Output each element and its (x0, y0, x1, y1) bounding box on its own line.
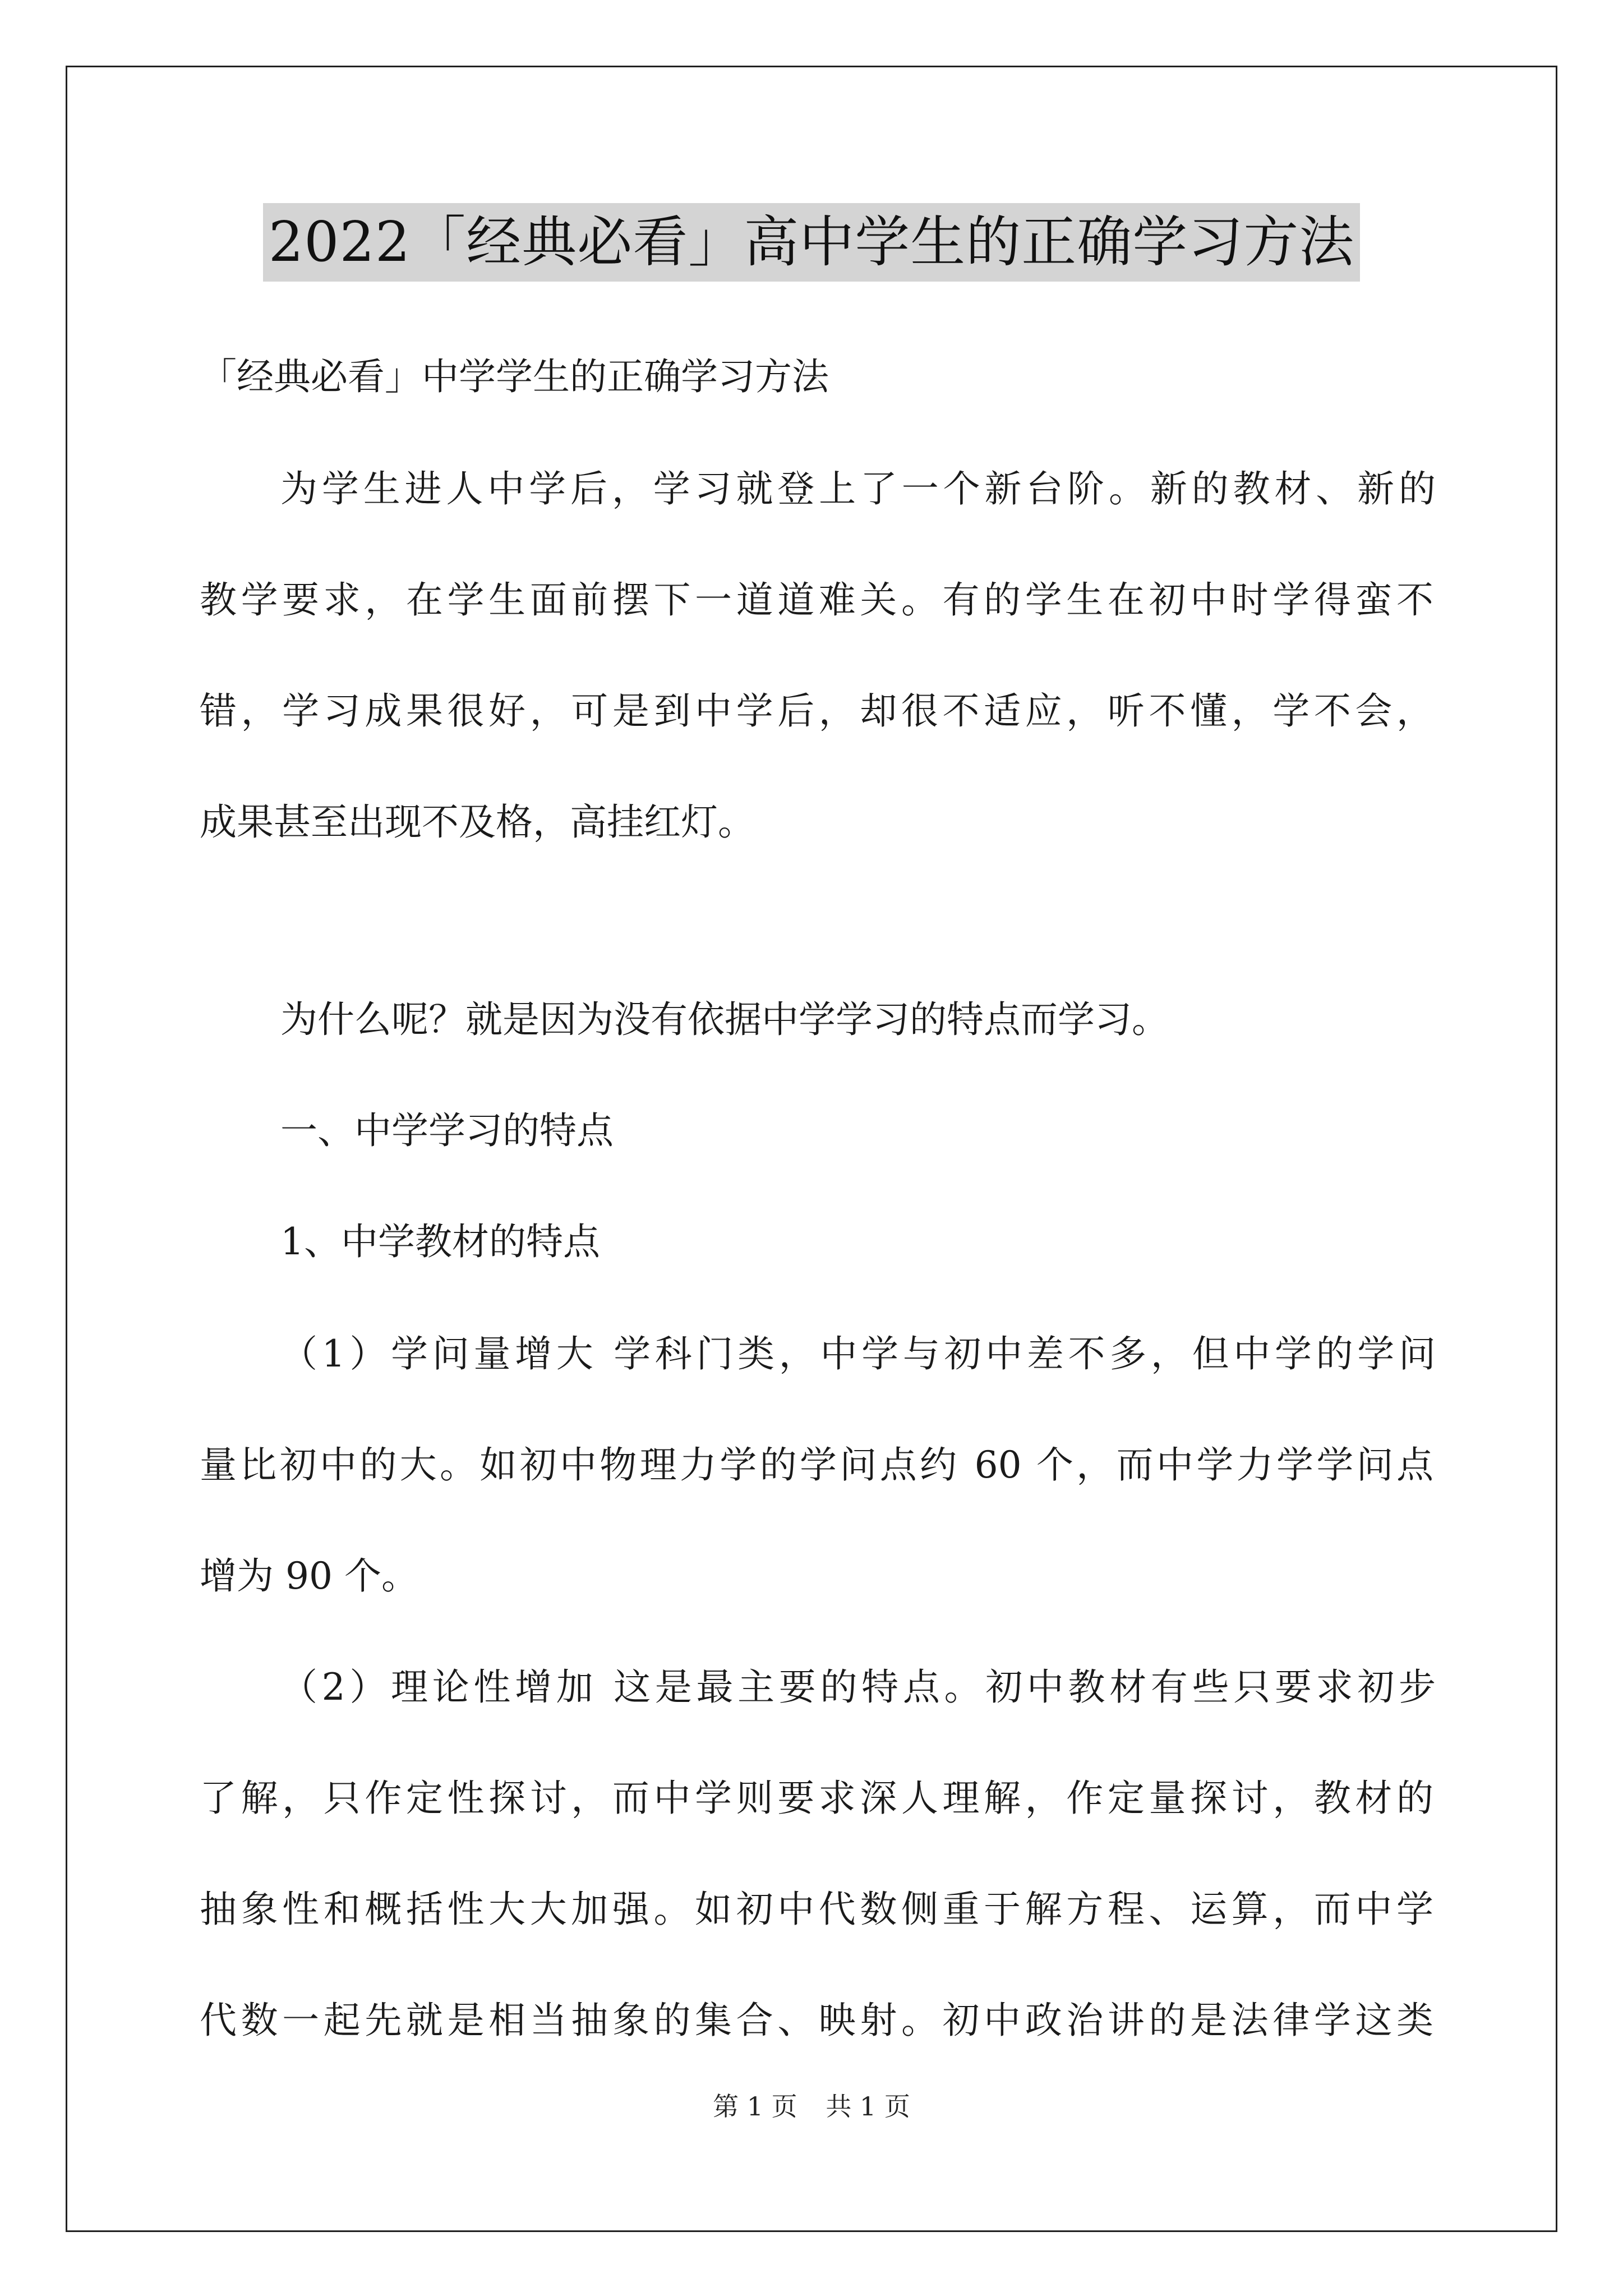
paragraph-line: 教学要求，在学生面前摆下一道道难关。有的学生在初中时学得蛮不 (200, 578, 1433, 622)
document-title-wrapper (0, 203, 1623, 282)
paragraph-line: 错，学习成果很好，可是到中学后，却很不适应，听不懂，学不会， (200, 689, 1433, 733)
paragraph-line: 代数一起先就是相当抽象的集合、映射。初中政治讲的是法律学这类 (200, 1999, 1433, 2042)
paragraph-line: （1）学问量增大 学科门类，中学与初中差不多，但中学的学问 (280, 1332, 1436, 1375)
paragraph-line: 为学生进人中学后，学习就登上了一个新台阶。新的教材、新的 (280, 467, 1436, 510)
document-title: 2022「经典必看」高中学生的正确学习方法 (263, 203, 1360, 282)
page-total: 共 1 页 (826, 2091, 910, 2122)
page-number: 第 1 页 (713, 2091, 797, 2122)
page-footer (0, 2087, 1623, 2126)
paragraph-line: 成果甚至出现不及格，高挂红灯。 (200, 800, 755, 844)
paragraph-line: 了解，只作定性探讨，而中学则要求深人理解，作定量探讨，教材的 (200, 1777, 1433, 1820)
paragraph-line: （2）理论性增加 这是最主要的特点。初中教材有些只要求初步 (280, 1665, 1436, 1709)
paragraph-line: 为什么呢？就是因为没有依据中学学习的特点而学习。 (280, 998, 1169, 1041)
section-heading: 一、中学学习的特点 (280, 1109, 614, 1152)
subsection-heading: 1、中学教材的特点 (280, 1220, 600, 1263)
paragraph-line: 增为 90 个。 (200, 1554, 418, 1598)
paragraph-line: 抽象性和概括性大大加强。如初中代数侧重于解方程、运算，而中学 (200, 1888, 1433, 1931)
paragraph-line: 量比初中的大。如初中物理力学的学问点约 60 个，而中学力学学问点 (200, 1443, 1433, 1487)
subtitle-line: 「经典必看」中学学生的正确学习方法 (200, 355, 829, 398)
